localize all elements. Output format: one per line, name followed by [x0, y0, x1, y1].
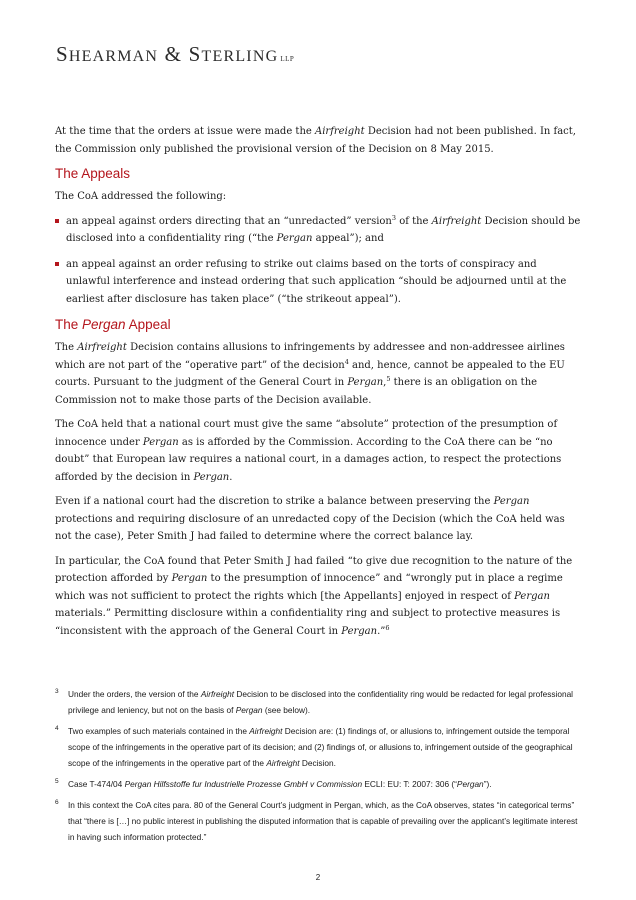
appeals-list	[55, 213, 583, 309]
footnote-4: 4 Two examples of such materials contained in the Airfreight Decision are: (1) findings of, or allusions to, infringement outside the temporal scope of the infringements in the operative part of its decision; and (2) findings of, or allusions to, infringement outside of the geographical scope of the infringements in the operative part of the Airfreight Decision.	[55, 723, 583, 771]
footnote-ref-6[interactable]: 6	[385, 623, 390, 632]
appeals-lead: The CoA addressed the following:	[55, 191, 227, 202]
list-item: an appeal against orders directing that an “unredacted” version$^3$ of the Airfreight Decision should be disclosed into a confidentiality ring (“the Pergan appeal”); and	[55, 213, 583, 248]
pergan-paragraph-2: The CoA held that a national court must give the same “absolute” protection of the presumption of innocence under Pergan as is afforded by the Commission. According to the CoA there can be “no doubt” that European law requires a national court, in a damages action, to respect the protections afforded by the decision in Pergan.	[55, 419, 562, 483]
pergan-paragraph-1: The Airfreight Decision contains allusions to infringements by addressee and non-addressee airlines which are not part of the “operative part” of the decision$^4$ and, hence, cannot be appealed to the EU courts. Pursuant to the judgment of the General Court in Pergan,$^5$ there is an obligation on the Commission not to make those parts of the Decision available.	[55, 342, 565, 406]
bullet-icon	[55, 219, 59, 223]
heading-the-appeals: The Appeals	[55, 166, 131, 181]
pergan-paragraph-4: In particular, the CoA found that Peter Smith J had failed “to give due recognition to the nature of the protection afforded by Pergan to the presumption of innocence” and “wrongly put in place a regime which was not sufficient to protect the rights which [the Appellants] enjoyed in respect of Pergan materials.” Permitting disclosure within a confidentiality ring and subject to protective measures is “inconsistent with the approach of the General Court in Pergan.”$^6$	[55, 555, 573, 637]
footnote-5: 5 Case T-474/04 Pergan Hilfsstoffe fur Industrielle Prozesse GmbH v Commission ECLI: EU: T: 2007: 306 (“Pergan”).	[55, 776, 583, 792]
intro-paragraph: At the time that the orders at issue were made the Airfreight Decision had not been published. In fact, the Commission only published the provisional version of the Decision on 8 May 2015.	[55, 126, 576, 155]
firm-logo: SHEARMAN & STERLING LLP	[56, 42, 295, 66]
footnote-ref-5[interactable]: 5	[386, 375, 391, 383]
list-item: an appeal against an order refusing to strike out claims based on the torts of conspiracy and unlawful interference and instead ordering that such application “should be adjourned until at the earliest after disclosure has taken place” (“the strikeout appeal”).	[55, 256, 583, 309]
heading-pergan-appeal: The Pergan Appeal	[55, 317, 171, 332]
footnote-number: 5	[55, 778, 59, 785]
footnote-number: 4	[55, 725, 59, 732]
footnote-number: 6	[55, 799, 59, 806]
footnote-ref-4[interactable]: 4	[344, 357, 349, 366]
footnote-number: 3	[55, 688, 59, 695]
footnote-6: 6 In this context the CoA cites para. 80 of the General Court’s judgment in Pergan, which, as the CoA observes, states “in categorical terms” that “there is […] no public interest in publishing the disputed information that is capable of prevailing over the applicant’s legitimate interest in having such information protected.”	[55, 797, 583, 845]
page-number: 2	[315, 873, 321, 882]
main-content	[55, 123, 583, 647]
footnote-ref-3[interactable]: 3	[391, 213, 397, 222]
footnotes	[55, 686, 583, 850]
bullet-icon	[55, 262, 59, 266]
footnote-3: 3 Under the orders, the version of the Airfreight Decision to be disclosed into the confidentiality ring would be redacted for legal professional privilege and leniency, but not on the basis of Pergan (see below).	[55, 686, 583, 718]
pergan-paragraph-3: Even if a national court had the discretion to strike a balance between preserving the Pergan protections and requiring disclosure of an unredacted copy of the Decision (which the CoA held was not the case), Peter Smith J had failed to determine where the correct balance lay.	[55, 496, 565, 542]
